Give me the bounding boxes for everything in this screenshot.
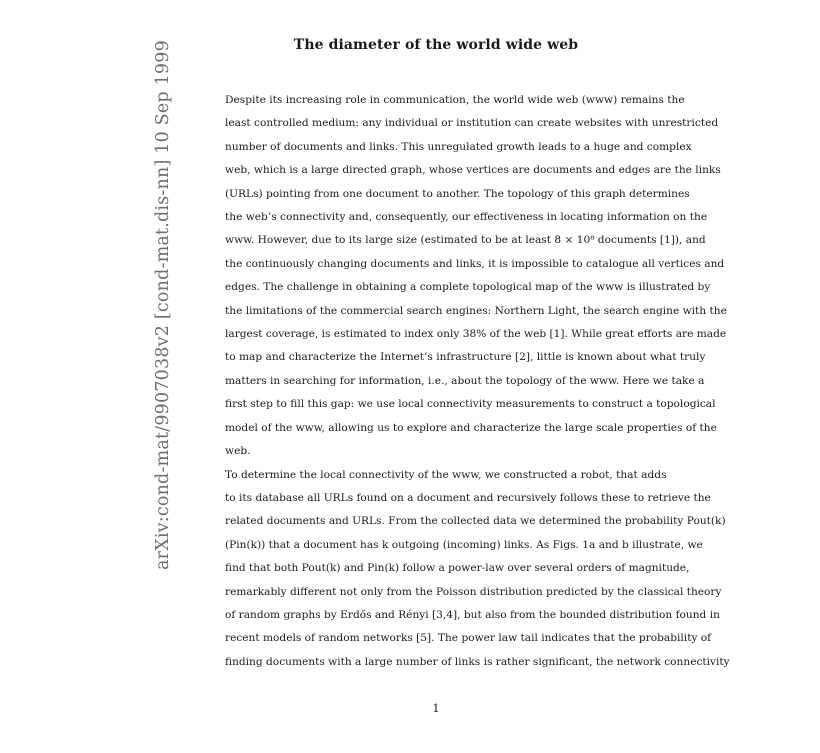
text-line: model of the www, allowing us to explore and characterize the large scale properties of the bbox=[225, 421, 717, 434]
text-line: Despite its increasing role in communication, the world wide web (www) remains the bbox=[225, 94, 685, 106]
text-line: web, which is a large directed graph, whose vertices are documents and edges are the links bbox=[225, 164, 721, 177]
text-line: the web’s connectivity and, consequently, our effectiveness in locating information on the bbox=[225, 211, 708, 224]
text-line: recent models of random networks [5]. The power law tail indicates that the probability of bbox=[225, 632, 712, 645]
text-line: To determine the local connectivity of the www, we constructed a robot, that adds bbox=[225, 468, 667, 481]
page-number: 1 bbox=[432, 702, 440, 715]
paragraph bbox=[207, 464, 730, 675]
text-line: the continuously changing documents and links, it is impossible to catalogue all vertices and bbox=[225, 257, 725, 270]
text-line: (Pin(k)) that a document has k outgoing (incoming) links. As Figs. 1a and b illustrate, we bbox=[225, 538, 703, 551]
arxiv-stamp: arXiv:cond-mat/9907038v2 [cond-mat.dis-nn] 10 Sep 1999 bbox=[153, 40, 173, 570]
text-line: find that both Pout(k) and Pin(k) follow a power-law over several orders of magnitude, bbox=[225, 562, 690, 575]
paper-body bbox=[207, 89, 730, 674]
paragraph bbox=[207, 89, 727, 464]
text-line: matters in searching for information, i.e., about the topology of the www. Here we take a bbox=[225, 374, 705, 387]
text-line: related documents and URLs. From the collected data we determined the probability Pout(k) bbox=[225, 515, 726, 528]
paper-title: The diameter of the world wide web bbox=[293, 37, 579, 53]
text-line: the limitations of the commercial search engines: Northern Light, the search engine with the bbox=[225, 304, 727, 317]
text-line: www. However, due to its large size (estimated to be at least 8 × 10⁸ documents [1]), and bbox=[225, 234, 706, 247]
text-line: web. bbox=[225, 445, 251, 458]
text-line: number of documents and links. This unregulated growth leads to a huge and complex bbox=[225, 140, 692, 153]
text-line: least controlled medium: any individual or institution can create websites with unrestricted bbox=[225, 117, 719, 130]
text-line: remarkably different not only from the Poisson distribution predicted by the classical theory bbox=[225, 585, 722, 598]
text-line: to its database all URLs found on a document and recursively follows these to retrieve the bbox=[225, 491, 711, 504]
text-line: finding documents with a large number of links is rather significant, the network connectivity bbox=[225, 655, 730, 668]
text-line: (URLs) pointing from one document to another. The topology of this graph determines bbox=[225, 187, 690, 200]
text-line: first step to fill this gap: we use local connectivity measurements to construct a topological bbox=[225, 398, 716, 411]
text-line: largest coverage, is estimated to index only 38% of the web [1]. While great efforts are made bbox=[225, 328, 727, 341]
text-line: edges. The challenge in obtaining a complete topological map of the www is illustrated by bbox=[225, 281, 711, 294]
text-line: of random graphs by Erdős and Rényi [3,4], but also from the bounded distribution found in bbox=[225, 608, 720, 621]
text-line: to map and characterize the Internet’s infrastructure [2], little is known about what truly bbox=[225, 351, 706, 364]
